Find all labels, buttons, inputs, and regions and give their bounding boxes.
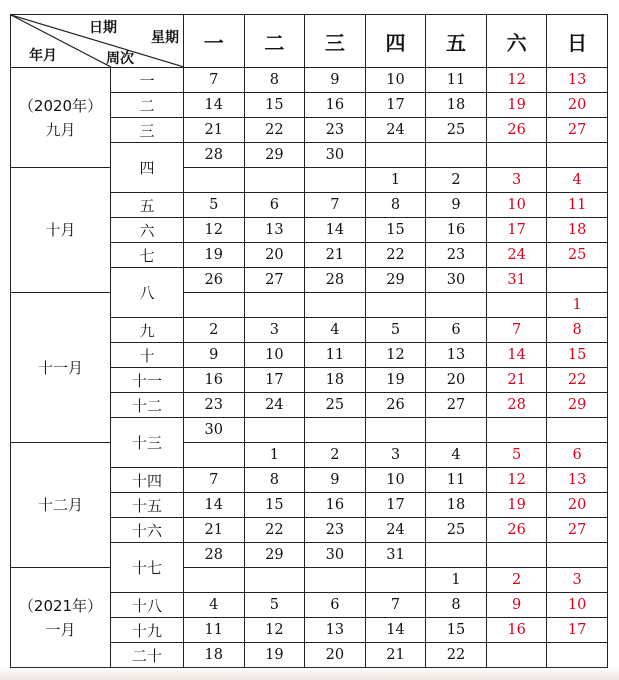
day-cell: 30: [426, 268, 487, 293]
day-cell: 4: [184, 593, 245, 618]
day-cell: 22: [244, 118, 305, 143]
day-cell: 15: [547, 343, 608, 368]
day-cell: 12: [486, 68, 547, 93]
week-number: 十一: [111, 368, 184, 393]
week-row: [11, 568, 608, 593]
day-cell: 21: [365, 643, 426, 668]
week-number: 三: [111, 118, 184, 143]
weekday-sat: 六: [486, 15, 547, 68]
day-cell: 5: [184, 193, 245, 218]
week-number: 十五: [111, 493, 184, 518]
day-cell: 18: [426, 93, 487, 118]
day-cell: 10: [244, 343, 305, 368]
day-cell: 3: [244, 318, 305, 343]
day-cell: 6: [244, 193, 305, 218]
day-cell: 27: [426, 393, 487, 418]
day-cell: 18: [426, 493, 487, 518]
day-cell: 12: [365, 343, 426, 368]
day-cell: [486, 293, 547, 318]
month-text: 一月: [45, 620, 76, 639]
day-cell: 30: [184, 418, 245, 443]
day-cell: 30: [305, 143, 366, 168]
day-cell: 11: [305, 343, 366, 368]
month-label: [11, 568, 111, 668]
day-cell: 2: [486, 568, 547, 593]
week-number: 二十: [111, 643, 184, 668]
corner-week-label: 周次: [106, 51, 134, 67]
day-cell: 14: [184, 93, 245, 118]
day-cell: [365, 143, 426, 168]
day-cell: 14: [365, 618, 426, 643]
month-text: 十一月: [37, 358, 83, 377]
day-cell: 9: [305, 68, 366, 93]
weekday-sun: 日: [547, 15, 608, 68]
day-cell: 18: [547, 218, 608, 243]
day-cell: 14: [305, 218, 366, 243]
week-row: [11, 68, 608, 93]
day-cell: 10: [365, 468, 426, 493]
day-cell: 28: [486, 393, 547, 418]
day-cell: 24: [244, 393, 305, 418]
day-cell: 12: [184, 218, 245, 243]
day-cell: 10: [365, 68, 426, 93]
day-cell: 20: [305, 643, 366, 668]
day-cell: 4: [305, 318, 366, 343]
header-row: [11, 15, 608, 68]
week-number: 十七: [111, 543, 184, 593]
week-number: 八: [111, 268, 184, 318]
day-cell: 10: [547, 593, 608, 618]
day-cell: 10: [486, 193, 547, 218]
day-cell: [305, 293, 366, 318]
day-cell: 6: [426, 318, 487, 343]
month-text: （2020年）: [18, 96, 103, 115]
day-cell: [365, 418, 426, 443]
day-cell: 11: [426, 68, 487, 93]
day-cell: 31: [365, 543, 426, 568]
day-cell: 29: [547, 393, 608, 418]
week-row: [11, 443, 608, 468]
month-text: 九月: [45, 120, 76, 139]
day-cell: 28: [305, 268, 366, 293]
day-cell: 28: [184, 143, 245, 168]
corner-weekday-label: 星期: [151, 30, 179, 46]
month-text: 十月: [45, 221, 76, 239]
watermark-strip: [0, 666, 619, 680]
day-cell: 15: [426, 618, 487, 643]
day-cell: 19: [486, 93, 547, 118]
week-number: 十六: [111, 518, 184, 543]
day-cell: 26: [365, 393, 426, 418]
day-cell: 11: [184, 618, 245, 643]
day-cell: 7: [184, 68, 245, 93]
day-cell: 21: [184, 518, 245, 543]
day-cell: 27: [244, 268, 305, 293]
day-cell: 23: [305, 118, 366, 143]
day-cell: [426, 143, 487, 168]
week-number: 十三: [111, 418, 184, 468]
corner-cell: [11, 15, 184, 68]
week-number: 七: [111, 243, 184, 268]
week-number: 十二: [111, 393, 184, 418]
day-cell: 28: [184, 543, 245, 568]
day-cell: 5: [365, 318, 426, 343]
day-cell: 4: [547, 168, 608, 193]
corner-yearmonth-label: 年月: [29, 48, 57, 64]
day-cell: 9: [486, 593, 547, 618]
day-cell: [486, 543, 547, 568]
day-cell: 13: [547, 468, 608, 493]
day-cell: 1: [365, 168, 426, 193]
day-cell: 22: [365, 243, 426, 268]
day-cell: 17: [244, 368, 305, 393]
day-cell: [547, 143, 608, 168]
day-cell: 27: [547, 118, 608, 143]
month-text: （2021年）: [18, 596, 103, 615]
day-cell: 14: [486, 343, 547, 368]
day-cell: 3: [365, 443, 426, 468]
day-cell: 17: [365, 93, 426, 118]
day-cell: 11: [426, 468, 487, 493]
day-cell: 24: [486, 243, 547, 268]
day-cell: [547, 418, 608, 443]
day-cell: [184, 568, 245, 593]
week-number: 九: [111, 318, 184, 343]
day-cell: [184, 293, 245, 318]
day-cell: 22: [547, 368, 608, 393]
day-cell: 25: [426, 518, 487, 543]
day-cell: 18: [305, 368, 366, 393]
day-cell: 12: [244, 618, 305, 643]
week-row: [11, 168, 608, 193]
day-cell: [426, 543, 487, 568]
day-cell: 30: [305, 543, 366, 568]
weekday-mon: 一: [184, 15, 245, 68]
day-cell: 22: [244, 518, 305, 543]
day-cell: 2: [184, 318, 245, 343]
day-cell: [184, 443, 245, 468]
day-cell: 23: [305, 518, 366, 543]
weekday-tue: 二: [244, 15, 305, 68]
day-cell: [305, 568, 366, 593]
day-cell: 17: [486, 218, 547, 243]
day-cell: [365, 293, 426, 318]
day-cell: 13: [305, 618, 366, 643]
month-label: [11, 443, 111, 568]
day-cell: [244, 418, 305, 443]
day-cell: 2: [426, 168, 487, 193]
day-cell: 31: [486, 268, 547, 293]
day-cell: 25: [547, 243, 608, 268]
day-cell: 6: [547, 443, 608, 468]
day-cell: [426, 418, 487, 443]
day-cell: 12: [486, 468, 547, 493]
day-cell: 16: [184, 368, 245, 393]
day-cell: 23: [426, 243, 487, 268]
day-cell: 29: [365, 268, 426, 293]
day-cell: 4: [426, 443, 487, 468]
day-cell: [365, 568, 426, 593]
day-cell: 2: [305, 443, 366, 468]
day-cell: 20: [547, 493, 608, 518]
day-cell: 29: [244, 543, 305, 568]
week-number: 五: [111, 193, 184, 218]
day-cell: 16: [305, 493, 366, 518]
day-cell: 14: [184, 493, 245, 518]
week-number: 十四: [111, 468, 184, 493]
day-cell: 20: [426, 368, 487, 393]
day-cell: 7: [486, 318, 547, 343]
day-cell: 8: [365, 193, 426, 218]
school-calendar-table: [10, 14, 608, 668]
day-cell: 1: [547, 293, 608, 318]
day-cell: 21: [486, 368, 547, 393]
day-cell: 7: [184, 468, 245, 493]
day-cell: 19: [184, 243, 245, 268]
day-cell: 7: [305, 193, 366, 218]
day-cell: [244, 293, 305, 318]
day-cell: 11: [547, 193, 608, 218]
week-number: 二: [111, 93, 184, 118]
day-cell: 15: [244, 93, 305, 118]
day-cell: 13: [244, 218, 305, 243]
month-label: [11, 68, 111, 168]
day-cell: 5: [244, 593, 305, 618]
day-cell: 24: [365, 118, 426, 143]
day-cell: 21: [184, 118, 245, 143]
day-cell: 26: [486, 518, 547, 543]
day-cell: [426, 293, 487, 318]
week-row: [11, 293, 608, 318]
day-cell: 8: [426, 593, 487, 618]
day-cell: 16: [426, 218, 487, 243]
day-cell: 27: [547, 518, 608, 543]
day-cell: [244, 568, 305, 593]
week-number: 一: [111, 68, 184, 93]
day-cell: 16: [486, 618, 547, 643]
corner-date-label: 日期: [89, 20, 117, 36]
day-cell: 8: [547, 318, 608, 343]
day-cell: 19: [365, 368, 426, 393]
day-cell: 20: [244, 243, 305, 268]
day-cell: 24: [365, 518, 426, 543]
day-cell: [305, 418, 366, 443]
day-cell: 3: [547, 568, 608, 593]
week-number: 六: [111, 218, 184, 243]
day-cell: 23: [184, 393, 245, 418]
week-number: 十: [111, 343, 184, 368]
day-cell: 17: [547, 618, 608, 643]
day-cell: 7: [365, 593, 426, 618]
day-cell: 21: [305, 243, 366, 268]
day-cell: [547, 543, 608, 568]
day-cell: [244, 168, 305, 193]
day-cell: 6: [305, 593, 366, 618]
day-cell: 19: [486, 493, 547, 518]
day-cell: [184, 168, 245, 193]
week-number: 十八: [111, 593, 184, 618]
day-cell: 13: [547, 68, 608, 93]
day-cell: 26: [184, 268, 245, 293]
week-number: 十九: [111, 618, 184, 643]
month-label: [11, 168, 111, 293]
day-cell: 13: [426, 343, 487, 368]
day-cell: 20: [547, 93, 608, 118]
month-text: 十二月: [37, 496, 83, 514]
weekday-wed: 三: [305, 15, 366, 68]
day-cell: 26: [486, 118, 547, 143]
day-cell: [547, 268, 608, 293]
day-cell: 3: [486, 168, 547, 193]
day-cell: 8: [244, 68, 305, 93]
day-cell: 29: [244, 143, 305, 168]
day-cell: 9: [305, 468, 366, 493]
day-cell: 25: [426, 118, 487, 143]
day-cell: 9: [184, 343, 245, 368]
day-cell: [305, 168, 366, 193]
day-cell: 18: [184, 643, 245, 668]
weekday-fri: 五: [426, 15, 487, 68]
day-cell: 1: [426, 568, 487, 593]
day-cell: 16: [305, 93, 366, 118]
day-cell: 19: [244, 643, 305, 668]
day-cell: [547, 643, 608, 668]
day-cell: 1: [244, 443, 305, 468]
week-number: 四: [111, 143, 184, 193]
day-cell: 17: [365, 493, 426, 518]
day-cell: 25: [305, 393, 366, 418]
month-label: [11, 293, 111, 443]
day-cell: 9: [426, 193, 487, 218]
day-cell: 15: [244, 493, 305, 518]
day-cell: 8: [244, 468, 305, 493]
day-cell: 22: [426, 643, 487, 668]
day-cell: [486, 143, 547, 168]
day-cell: [486, 643, 547, 668]
day-cell: 15: [365, 218, 426, 243]
day-cell: 5: [486, 443, 547, 468]
day-cell: [486, 418, 547, 443]
weekday-thu: 四: [365, 15, 426, 68]
